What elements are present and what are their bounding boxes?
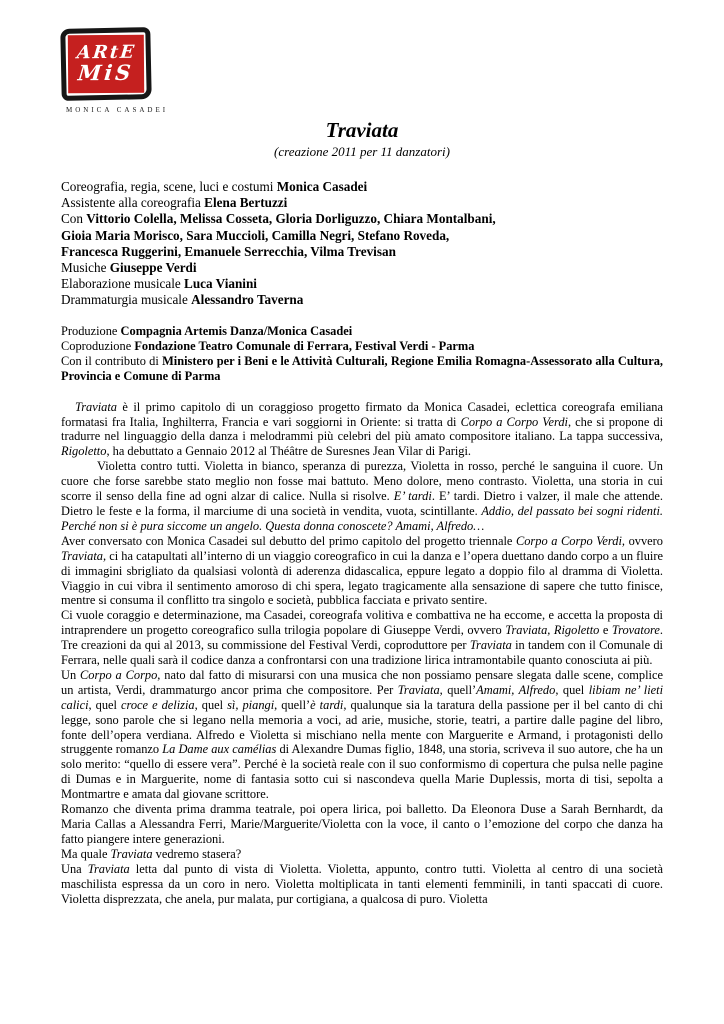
text-segment: e (599, 623, 612, 638)
paragraph (61, 459, 663, 534)
text-segment: Corpo a Corpo Verdi, (515, 533, 626, 548)
text-segment: Traviata (75, 399, 117, 414)
text-segment: Aver conversato con Monica Casadei sul debutto del primo capitolo del progetto triennale (61, 533, 516, 548)
text-segment: , quel (88, 697, 121, 712)
text-segment: Ci vuole coraggio e determinazione, ma Casadei, coreografa volitiva e combattiva ne ha eccome, e accetta la proposta di intraprendere un progetto coreografico sulla trilogia popolare di Giuseppe Verdi, ovvero (61, 608, 663, 638)
text-segment: , quel (555, 682, 589, 697)
text-segment: Traviata (469, 638, 512, 653)
text-segment: , ha debuttato a Gennaio 2012 al Théâtre de Suresnes Jean Vilar di Parigi. (106, 444, 471, 459)
text-segment: Corpo a Corpo (80, 667, 158, 682)
text-segment: Traviata, (397, 682, 443, 697)
text-segment: Una (61, 861, 88, 876)
text-segment: , che si propone di tradurre nel linguaggio della danza i melodrammi più celebri del più amato compositore italiano. La tappa successiva, (61, 414, 664, 444)
text-segment: Ministero per i Beni e le Attività Culturali, Regione Emilia Romagna-Assessorato alla Cultura, Provincia e Comune di Parma (61, 353, 663, 383)
text-segment: Ma quale (61, 846, 111, 861)
text-segment: Elena Bertuzzi (204, 195, 288, 211)
text-segment: , quell’ (274, 697, 311, 712)
paragraph (61, 608, 663, 668)
text-segment: , qualunque sia la taratura della passione per il bel canto di chi legge, sono parole che si legano nella memoria a voci, ad arie, musiche, storie, teatri, a partire dalle pagine del libro, fonte dell’opera verdiana. Alfredo e Violetta si mischiano nella mente con Marguerite e Armand, i protagonisti dello struggente romanzo (61, 697, 663, 757)
text-segment: Compagnia Artemis Danza/Monica Casadei (120, 323, 353, 338)
text-segment: Giuseppe Verdi (109, 260, 197, 276)
paragraph (61, 862, 663, 907)
production-line (61, 324, 663, 339)
text-segment: Traviata, (61, 548, 107, 563)
credit-line (61, 276, 663, 292)
text-segment: vedremo stasera? (152, 846, 242, 861)
text-segment: , nato dal fatto di misurarsi con una musica che non possiamo pensare slegata dalle scene, complice un artista, Verdi, drammaturgo ancor prima che compositore. Per (61, 667, 663, 697)
body-text (61, 400, 663, 907)
credit-line (61, 195, 663, 211)
page-title: Traviata (325, 118, 399, 142)
text-segment: . Tre creazioni da qui al 2013, su commissione del Festival Verdi, coproduttore per (61, 623, 663, 653)
text-segment: Con (61, 211, 87, 227)
credit-line (61, 260, 663, 276)
text-segment: in tandem con il Comunale di Ferrara, nelle quali sarà il codice danza a confrontarsi con una tradizione lirica intramontabile quanto conosciuta ai più. (61, 638, 663, 668)
text-segment: Alessandro Taverna (191, 292, 304, 308)
text-segment: Drammaturgia musicale (61, 292, 192, 308)
paragraph (61, 802, 663, 847)
logo-text-arte: ARtE (75, 41, 137, 64)
text-segment: Produzione (61, 323, 121, 338)
text-segment: di Alexandre Dumas figlio, 1848, una storia, scriveva il suo autore, che ha un solo merito: “quello di essere vera”. Perché è la società reale con il suo conformismo di copertura che pulsa nelle pagine di Dumas e in Marguerite, nome di fantasia sotto cui si nascondeva quella Marie Duplessis, morta di tisi, sepolta a Montmartre e amata dal giovane scrittore. (61, 742, 663, 802)
text-segment: La Dame aux camélias (162, 742, 277, 757)
logo-frame (60, 27, 151, 101)
paragraph (61, 847, 663, 862)
text-segment: quell’ (442, 682, 477, 697)
credit-line (61, 211, 663, 227)
text-segment: Rigoletto (61, 444, 107, 459)
text-segment: E’ tardi (393, 489, 432, 504)
credit-line (61, 244, 663, 260)
credit-line (61, 179, 663, 195)
credit-line (61, 292, 663, 308)
text-segment: , quel (194, 697, 228, 712)
text-segment: è tardi (310, 697, 344, 712)
production-block (61, 324, 663, 384)
text-segment: Con il contributo di (61, 353, 163, 368)
text-segment: Musiche (61, 260, 110, 276)
text-segment: . E’ tardi. Dietro i valzer, il male che attende. Dietro le feste e la forma, il marciume di una società in vendita, vuota, scintillante. (61, 489, 663, 518)
paragraph (61, 534, 663, 609)
text-segment: Addio, del passato bei sogni ridenti. Perché non si è pura siccome un angelo. Questa donna conoscete? Amami, Alfredo… (61, 503, 663, 533)
text-segment: Gioia Maria Morisco, Sara Muccioli, Camilla Negri, Stefano Roveda, (61, 227, 450, 243)
text-segment: Un (61, 667, 81, 682)
text-segment: Traviata, Rigoletto (505, 623, 600, 638)
text-segment: Francesca Ruggerini, Emanuele Serrecchia, Vilma Trevisan (61, 243, 396, 259)
production-line (61, 339, 663, 354)
text-segment: Fondazione Teatro Comunale di Ferrara, Festival Verdi - Parma (134, 338, 475, 353)
text-segment: Assistente alla coreografia (61, 195, 205, 211)
logo-red-box (68, 35, 144, 94)
text-segment: Amami, Alfredo (476, 682, 556, 697)
text-segment: croce e delizia (121, 697, 195, 712)
page-subtitle: (creazione 2011 per 11 danzatori) (274, 144, 450, 159)
text-segment: Elaborazione musicale (61, 276, 185, 292)
text-segment: letta dal punto di vista di Violetta. Violetta, appunto, contro tutti. Violetta al centro di una società maschilista espressa da un coro in nero. Violetta moltiplicata in tanti elementi femminili, in tanti spaccati di cuore. Violetta disprezzata, che anela, pur malata, pur cortigiana, a qualcosa di puro. Violetta (61, 861, 663, 906)
text-segment: Violetta contro tutti. Violetta in bianco, speranza di purezza, Violetta in rosso, perché le sanguina il cuore. Un cuore che forse sarebbe stato meglio non fosse mai battuto. Meno dolore, meno contrasto. Violetta, una storia in cui scorre il senso della fine ad ogni alzar di calice. Nulla si risolve. (61, 459, 663, 504)
text-segment: libiam ne’ lieti calici (61, 682, 664, 712)
text-segment: ci ha catapultati all’interno di un viaggio coreografico in cui la danza e l’opera duettano dando corpo a un fluire di immagini sbrigliato da qualsiasi volontà di aderenza didascalica, eppure legato a doppio filo al dramma di Violetta. Viaggio in cui vibra il sentimento amoroso di chi spera, legato tragicamente alla sensazione di sapere che tutto finisce, mentre si consuma il conflitto tra singolo e società, pubblica facciata e privato sentire. (61, 548, 663, 608)
credit-line (61, 228, 663, 244)
text-segment: Traviata (110, 846, 153, 861)
text-segment: Vittorio Colella, Melissa Cosseta, Gloria Dorliguzzo, Chiara Montalbani, (86, 211, 496, 227)
credits-block (61, 179, 663, 309)
text-segment: Corpo a Corpo Verdi (460, 414, 568, 429)
text-segment: Romanzo che diventa prima dramma teatrale, poi opera lirica, poi balletto. Da Eleonora Duse a Sarah Bernhardt, da Maria Callas a Alessandra Ferri, Marie/Marguerite/Violetta con la voce, il canto o l’emozione del corpo che danza ha fatto piangere intere generazioni. (61, 802, 663, 846)
logo-text-mis: MiS (77, 59, 136, 86)
paragraph (61, 400, 663, 460)
text-segment: Monica Casadei (276, 179, 368, 194)
text-segment: Luca Vianini (184, 276, 257, 292)
text-segment: è il primo capitolo di un coraggioso progetto firmato da Monica Casadei, eclettica coreografa emiliana formatasi fra Italia, Inghilterra, Francia e vari soggiorni in Oriente: si tratta di (61, 399, 663, 429)
paragraph (61, 668, 663, 802)
text-segment: Traviata (87, 861, 130, 876)
text-segment: Coproduzione (61, 338, 135, 353)
text-segment: sì, piangi (227, 697, 275, 712)
text-segment: Trovatore (611, 623, 660, 638)
text-segment: ovvero (625, 533, 663, 548)
production-line (61, 354, 663, 384)
artemis-logo (61, 28, 171, 114)
text-segment: Coreografia, regia, scene, luci e costumi (61, 179, 277, 194)
logo-caption: MONICA CASADEI (66, 106, 169, 114)
